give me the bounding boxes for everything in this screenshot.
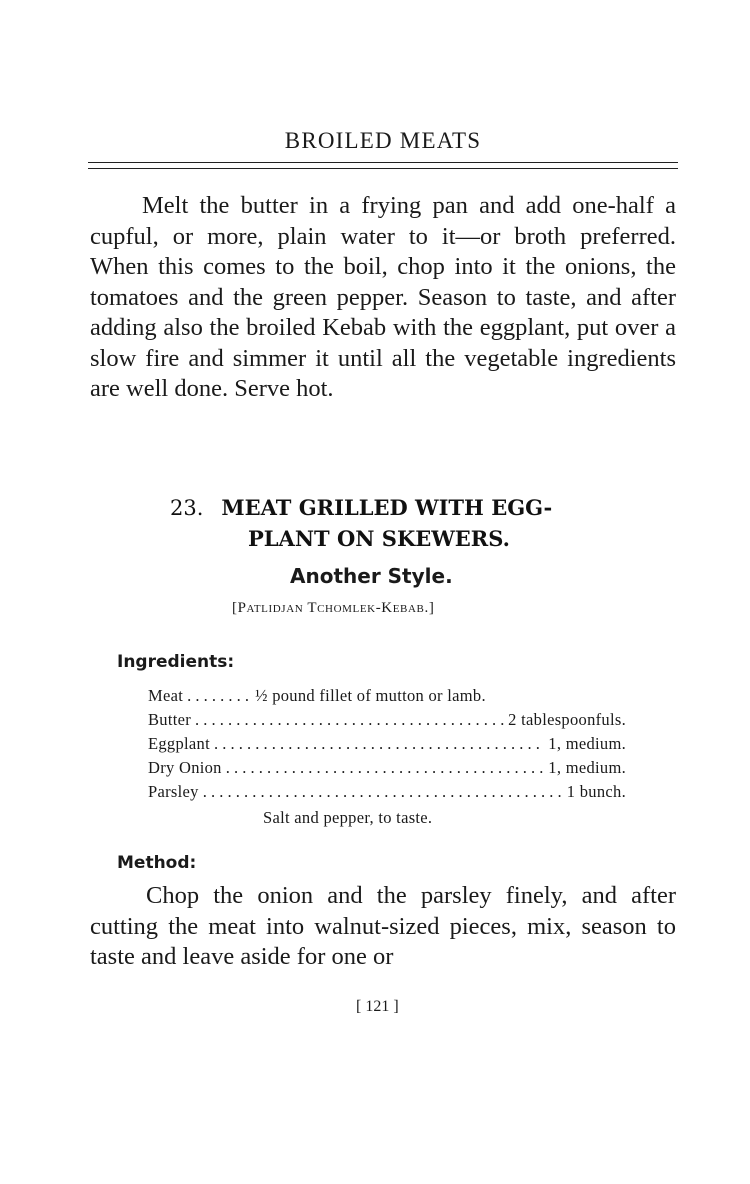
ingredient-amount: 2 tablespoonfuls. [508, 710, 626, 729]
leader-dots [203, 780, 563, 804]
ingredient-name: Eggplant [148, 734, 210, 753]
paragraph-previous-recipe: Melt the butter in a frying pan and add one-half a cupful, or more, plain water to it—or broth preferred. When this comes to the boil, chop into it the onions, the tomatoes and the green pepper. Season to taste, and after adding also the broiled Kebab with the eggplant, put over a slow fire and simmer it until all the vegetable ingredients are well done. Serve hot. [90, 192, 676, 402]
method-label: Method: [117, 853, 197, 873]
ingredient-amount: 1, medium. [548, 758, 626, 777]
running-head: BROILED MEATS [284, 128, 482, 153]
method-paragraph: Chop the onion and the parsley finely, and after cutting the meat into walnut-sized pieces, mix, season to taste and leave aside for one or [90, 882, 676, 970]
ingredient-amount: 1 bunch. [566, 782, 626, 801]
recipe-title-line-2: PLANT ON SKEWERS. [248, 526, 510, 551]
ingredient-meat [148, 684, 626, 708]
seasoning-note: Salt and pepper, to taste. [263, 808, 433, 827]
ingredient-dry-onion [148, 756, 626, 780]
recipe-title-text-1: MEAT GRILLED WITH EGG- [221, 495, 553, 520]
ingredient-amount: ½ pound fillet of mutton or lamb. [255, 686, 486, 705]
header-rule-bottom [88, 168, 678, 169]
header-rule-top [88, 162, 678, 163]
recipe-number: 23. [170, 496, 204, 520]
leader-dots [187, 684, 251, 708]
ingredient-name: Parsley [148, 782, 199, 801]
ingredient-amount: 1, medium. [548, 734, 626, 753]
recipe-title-line-1 [170, 492, 640, 524]
ingredients-list [148, 684, 626, 804]
ingredient-parsley [148, 780, 626, 804]
page-number: [ 121 ] [356, 998, 399, 1015]
ingredient-butter [148, 708, 626, 732]
recipe-subtitle: Another Style. [290, 564, 453, 588]
recipe-native-name: [Patlidjan Tchomlek-Kebab.] [232, 600, 435, 616]
ingredients-label: Ingredients: [117, 652, 235, 672]
ingredient-eggplant [148, 732, 626, 756]
leader-dots [214, 732, 544, 756]
ingredient-name: Meat [148, 686, 184, 705]
ingredient-name: Dry Onion [148, 758, 222, 777]
ingredient-name: Butter [148, 710, 192, 729]
leader-dots [195, 708, 504, 732]
leader-dots [226, 756, 545, 780]
